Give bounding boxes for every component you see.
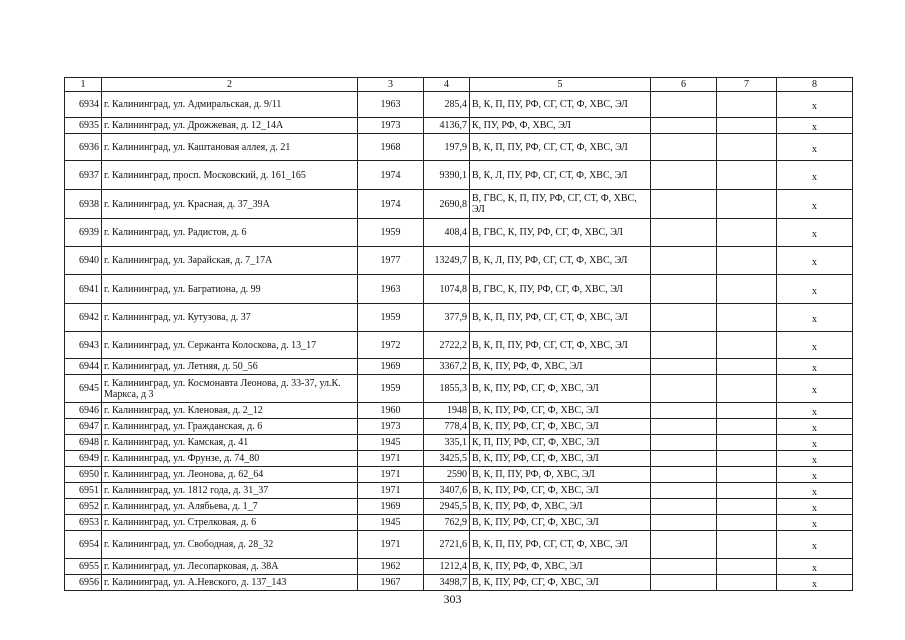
- utilities-cell: В, К, ПУ, РФ, Ф, ХВС, ЭЛ: [470, 359, 651, 375]
- address-cell: г. Калининград, ул. Свободная, д. 28_32: [102, 531, 358, 559]
- address-cell: г. Калининград, ул. Леонова, д. 62_64: [102, 467, 358, 483]
- column-header-3: 3: [358, 78, 424, 92]
- address-cell: г. Калининград, ул. Радистов, д. 6: [102, 219, 358, 247]
- column-8-cell: x: [777, 559, 853, 575]
- area-cell: 285,4: [424, 92, 470, 118]
- column-7-cell: [717, 304, 777, 332]
- year-cell: 1945: [358, 435, 424, 451]
- row-number: 6940: [65, 247, 102, 275]
- area-cell: 1212,4: [424, 559, 470, 575]
- address-cell: г. Калининград, ул. Летняя, д. 50_56: [102, 359, 358, 375]
- column-7-cell: [717, 467, 777, 483]
- area-cell: 762,9: [424, 515, 470, 531]
- column-7-cell: [717, 575, 777, 591]
- column-6-cell: [651, 92, 717, 118]
- column-7-cell: [717, 275, 777, 304]
- column-8-cell: x: [777, 92, 853, 118]
- column-6-cell: [651, 531, 717, 559]
- utilities-cell: К, П, ПУ, РФ, СГ, Ф, ХВС, ЭЛ: [470, 435, 651, 451]
- row-number: 6950: [65, 467, 102, 483]
- year-cell: 1960: [358, 403, 424, 419]
- column-8-cell: x: [777, 451, 853, 467]
- column-7-cell: [717, 483, 777, 499]
- column-6-cell: [651, 575, 717, 591]
- year-cell: 1969: [358, 359, 424, 375]
- area-cell: 778,4: [424, 419, 470, 435]
- address-cell: г. Калининград, ул. Гражданская, д. 6: [102, 419, 358, 435]
- utilities-cell: В, К, Л, ПУ, РФ, СГ, СТ, Ф, ХВС, ЭЛ: [470, 247, 651, 275]
- column-6-cell: [651, 190, 717, 219]
- utilities-cell: В, К, ПУ, РФ, СГ, Ф, ХВС, ЭЛ: [470, 403, 651, 419]
- column-8-cell: x: [777, 219, 853, 247]
- year-cell: 1973: [358, 419, 424, 435]
- area-cell: 377,9: [424, 304, 470, 332]
- column-6-cell: [651, 332, 717, 359]
- column-8-cell: x: [777, 483, 853, 499]
- area-cell: 9390,1: [424, 161, 470, 190]
- column-6-cell: [651, 483, 717, 499]
- address-cell: г. Калининград, ул. Фрунзе, д. 74_80: [102, 451, 358, 467]
- address-cell: г. Калининград, ул. А.Невского, д. 137_143: [102, 575, 358, 591]
- utilities-cell: В, К, П, ПУ, РФ, СГ, СТ, Ф, ХВС, ЭЛ: [470, 304, 651, 332]
- column-7-cell: [717, 559, 777, 575]
- table-row: [65, 499, 853, 515]
- table-row: [65, 118, 853, 134]
- table-row: [65, 435, 853, 451]
- utilities-cell: В, ГВС, К, ПУ, РФ, СГ, Ф, ХВС, ЭЛ: [470, 275, 651, 304]
- address-cell: г. Калининград, ул. Кутузова, д. 37: [102, 304, 358, 332]
- column-8-cell: x: [777, 499, 853, 515]
- column-8-cell: x: [777, 190, 853, 219]
- column-6-cell: [651, 304, 717, 332]
- column-6-cell: [651, 515, 717, 531]
- column-8-cell: x: [777, 275, 853, 304]
- row-number: 6955: [65, 559, 102, 575]
- address-cell: г. Калининград, ул. Адмиральская, д. 9/11: [102, 92, 358, 118]
- year-cell: 1971: [358, 531, 424, 559]
- area-cell: 3425,5: [424, 451, 470, 467]
- column-header-4: 4: [424, 78, 470, 92]
- year-cell: 1974: [358, 161, 424, 190]
- column-7-cell: [717, 375, 777, 403]
- area-cell: 1855,3: [424, 375, 470, 403]
- row-number: 6948: [65, 435, 102, 451]
- row-number: 6947: [65, 419, 102, 435]
- year-cell: 1972: [358, 332, 424, 359]
- utilities-cell: В, К, ПУ, РФ, СГ, Ф, ХВС, ЭЛ: [470, 575, 651, 591]
- table-row: [65, 92, 853, 118]
- column-7-cell: [717, 359, 777, 375]
- area-cell: 2690,8: [424, 190, 470, 219]
- column-6-cell: [651, 467, 717, 483]
- area-cell: 3407,6: [424, 483, 470, 499]
- row-number: 6953: [65, 515, 102, 531]
- year-cell: 1959: [358, 375, 424, 403]
- column-6-cell: [651, 559, 717, 575]
- utilities-cell: В, К, П, ПУ, РФ, СГ, СТ, Ф, ХВС, ЭЛ: [470, 531, 651, 559]
- year-cell: 1967: [358, 575, 424, 591]
- row-number: 6944: [65, 359, 102, 375]
- column-7-cell: [717, 92, 777, 118]
- housing-register-table: [64, 77, 853, 591]
- column-7-cell: [717, 451, 777, 467]
- column-6-cell: [651, 403, 717, 419]
- row-number: 6943: [65, 332, 102, 359]
- table-row: [65, 275, 853, 304]
- address-cell: г. Калининград, ул. Космонавта Леонова, д. 33-37, ул.К. Маркса, д 3: [102, 375, 358, 403]
- address-cell: г. Калининград, ул. Зарайская, д. 7_17А: [102, 247, 358, 275]
- table-row: [65, 403, 853, 419]
- area-cell: 2722,2: [424, 332, 470, 359]
- column-8-cell: x: [777, 161, 853, 190]
- column-8-cell: x: [777, 419, 853, 435]
- address-cell: г. Калининград, ул. Алябьева, д. 1_7: [102, 499, 358, 515]
- row-number: 6936: [65, 134, 102, 161]
- year-cell: 1962: [358, 559, 424, 575]
- column-8-cell: x: [777, 435, 853, 451]
- column-header-1: 1: [65, 78, 102, 92]
- table-body: [65, 92, 853, 591]
- column-8-cell: x: [777, 515, 853, 531]
- row-number: 6941: [65, 275, 102, 304]
- column-8-cell: x: [777, 531, 853, 559]
- utilities-cell: В, К, Л, ПУ, РФ, СГ, СТ, Ф, ХВС, ЭЛ: [470, 161, 651, 190]
- address-cell: г. Калининград, ул. Красная, д. 37_39А: [102, 190, 358, 219]
- column-6-cell: [651, 451, 717, 467]
- column-8-cell: x: [777, 575, 853, 591]
- column-7-cell: [717, 332, 777, 359]
- column-6-cell: [651, 419, 717, 435]
- year-cell: 1963: [358, 275, 424, 304]
- column-7-cell: [717, 435, 777, 451]
- column-6-cell: [651, 219, 717, 247]
- table-row: [65, 515, 853, 531]
- column-7-cell: [717, 515, 777, 531]
- row-number: 6951: [65, 483, 102, 499]
- row-number: 6938: [65, 190, 102, 219]
- column-6-cell: [651, 161, 717, 190]
- utilities-cell: В, К, ПУ, РФ, Ф, ХВС, ЭЛ: [470, 499, 651, 515]
- table-row: [65, 575, 853, 591]
- utilities-cell: В, К, ПУ, РФ, СГ, Ф, ХВС, ЭЛ: [470, 483, 651, 499]
- column-7-cell: [717, 403, 777, 419]
- row-number: 6939: [65, 219, 102, 247]
- utilities-cell: В, К, ПУ, РФ, Ф, ХВС, ЭЛ: [470, 559, 651, 575]
- column-header-8: 8: [777, 78, 853, 92]
- row-number: 6956: [65, 575, 102, 591]
- utilities-cell: В, К, П, ПУ, РФ, СГ, СТ, Ф, ХВС, ЭЛ: [470, 92, 651, 118]
- utilities-cell: В, К, ПУ, РФ, СГ, Ф, ХВС, ЭЛ: [470, 375, 651, 403]
- area-cell: 408,4: [424, 219, 470, 247]
- column-8-cell: x: [777, 467, 853, 483]
- area-cell: 3367,2: [424, 359, 470, 375]
- utilities-cell: В, К, П, ПУ, РФ, СГ, СТ, Ф, ХВС, ЭЛ: [470, 134, 651, 161]
- column-6-cell: [651, 359, 717, 375]
- column-8-cell: x: [777, 118, 853, 134]
- address-cell: г. Калининград, ул. 1812 года, д. 31_37: [102, 483, 358, 499]
- year-cell: 1971: [358, 451, 424, 467]
- utilities-cell: В, ГВС, К, ПУ, РФ, СГ, Ф, ХВС, ЭЛ: [470, 219, 651, 247]
- column-8-cell: x: [777, 375, 853, 403]
- column-6-cell: [651, 499, 717, 515]
- table-row: [65, 219, 853, 247]
- column-8-cell: x: [777, 332, 853, 359]
- table-row: [65, 451, 853, 467]
- address-cell: г. Калининград, просп. Московский, д. 161_165: [102, 161, 358, 190]
- row-number: 6934: [65, 92, 102, 118]
- row-number: 6946: [65, 403, 102, 419]
- table-row: [65, 419, 853, 435]
- row-number: 6937: [65, 161, 102, 190]
- table-row: [65, 304, 853, 332]
- utilities-cell: В, К, ПУ, РФ, СГ, Ф, ХВС, ЭЛ: [470, 515, 651, 531]
- column-8-cell: x: [777, 359, 853, 375]
- row-number: 6949: [65, 451, 102, 467]
- area-cell: 4136,7: [424, 118, 470, 134]
- area-cell: 1948: [424, 403, 470, 419]
- column-8-cell: x: [777, 304, 853, 332]
- utilities-cell: В, К, ПУ, РФ, СГ, Ф, ХВС, ЭЛ: [470, 419, 651, 435]
- column-7-cell: [717, 161, 777, 190]
- utilities-cell: В, К, ПУ, РФ, СГ, Ф, ХВС, ЭЛ: [470, 451, 651, 467]
- column-6-cell: [651, 247, 717, 275]
- column-7-cell: [717, 419, 777, 435]
- column-7-cell: [717, 118, 777, 134]
- column-8-cell: x: [777, 247, 853, 275]
- column-number-row: [65, 78, 853, 92]
- year-cell: 1959: [358, 304, 424, 332]
- year-cell: 1968: [358, 134, 424, 161]
- table-row: [65, 559, 853, 575]
- utilities-cell: В, ГВС, К, П, ПУ, РФ, СГ, СТ, Ф, ХВС, ЭЛ: [470, 190, 651, 219]
- column-6-cell: [651, 134, 717, 161]
- table-row: [65, 531, 853, 559]
- column-7-cell: [717, 499, 777, 515]
- table-row: [65, 161, 853, 190]
- column-8-cell: x: [777, 134, 853, 161]
- column-7-cell: [717, 190, 777, 219]
- column-7-cell: [717, 219, 777, 247]
- year-cell: 1973: [358, 118, 424, 134]
- utilities-cell: В, К, П, ПУ, РФ, СГ, СТ, Ф, ХВС, ЭЛ: [470, 332, 651, 359]
- table-row: [65, 247, 853, 275]
- area-cell: 1074,8: [424, 275, 470, 304]
- column-6-cell: [651, 435, 717, 451]
- column-6-cell: [651, 275, 717, 304]
- year-cell: 1959: [358, 219, 424, 247]
- year-cell: 1971: [358, 467, 424, 483]
- row-number: 6954: [65, 531, 102, 559]
- area-cell: 2721,6: [424, 531, 470, 559]
- address-cell: г. Калининград, ул. Каштановая аллея, д. 21: [102, 134, 358, 161]
- column-header-7: 7: [717, 78, 777, 92]
- table-row: [65, 375, 853, 403]
- area-cell: 2945,5: [424, 499, 470, 515]
- year-cell: 1945: [358, 515, 424, 531]
- area-cell: 2590: [424, 467, 470, 483]
- column-7-cell: [717, 134, 777, 161]
- address-cell: г. Калининград, ул. Сержанта Колоскова, д. 13_17: [102, 332, 358, 359]
- row-number: 6935: [65, 118, 102, 134]
- table-row: [65, 359, 853, 375]
- address-cell: г. Калининград, ул. Лесопарковая, д. 38А: [102, 559, 358, 575]
- table-row: [65, 332, 853, 359]
- area-cell: 13249,7: [424, 247, 470, 275]
- address-cell: г. Калининград, ул. Стрелковая, д. 6: [102, 515, 358, 531]
- table-row: [65, 467, 853, 483]
- address-cell: г. Калининград, ул. Кленовая, д. 2_12: [102, 403, 358, 419]
- column-6-cell: [651, 375, 717, 403]
- table-row: [65, 134, 853, 161]
- column-header-2: 2: [102, 78, 358, 92]
- address-cell: г. Калининград, ул. Камская, д. 41: [102, 435, 358, 451]
- column-6-cell: [651, 118, 717, 134]
- table-row: [65, 190, 853, 219]
- year-cell: 1971: [358, 483, 424, 499]
- column-8-cell: x: [777, 403, 853, 419]
- row-number: 6942: [65, 304, 102, 332]
- year-cell: 1977: [358, 247, 424, 275]
- column-header-6: 6: [651, 78, 717, 92]
- year-cell: 1963: [358, 92, 424, 118]
- year-cell: 1969: [358, 499, 424, 515]
- column-header-5: 5: [470, 78, 651, 92]
- address-cell: г. Калининград, ул. Дрожжевая, д. 12_14А: [102, 118, 358, 134]
- year-cell: 1974: [358, 190, 424, 219]
- page-number: 303: [443, 592, 462, 606]
- row-number: 6952: [65, 499, 102, 515]
- utilities-cell: К, ПУ, РФ, Ф, ХВС, ЭЛ: [470, 118, 651, 134]
- area-cell: 335,1: [424, 435, 470, 451]
- area-cell: 3498,7: [424, 575, 470, 591]
- address-cell: г. Калининград, ул. Багратиона, д. 99: [102, 275, 358, 304]
- utilities-cell: В, К, П, ПУ, РФ, Ф, ХВС, ЭЛ: [470, 467, 651, 483]
- table-row: [65, 483, 853, 499]
- area-cell: 197,9: [424, 134, 470, 161]
- column-7-cell: [717, 247, 777, 275]
- row-number: 6945: [65, 375, 102, 403]
- column-7-cell: [717, 531, 777, 559]
